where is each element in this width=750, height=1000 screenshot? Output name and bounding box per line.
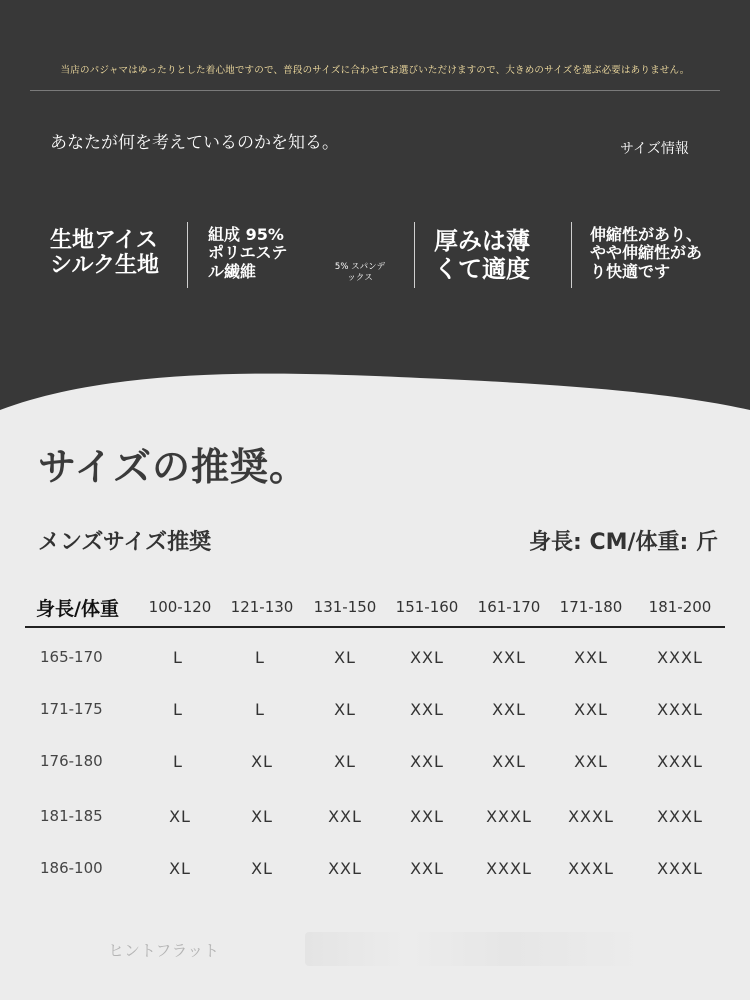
size-cell: L bbox=[173, 648, 183, 667]
size-cell: XXL bbox=[410, 752, 444, 771]
units-label: 身長: CM/体重: 斤 bbox=[529, 530, 718, 555]
size-info-label: サイズ情報 bbox=[620, 141, 689, 157]
size-cell: XXL bbox=[574, 700, 608, 719]
row-height-label: 176-180 bbox=[40, 752, 103, 770]
row-height-label: 165-170 bbox=[40, 648, 103, 666]
size-cell: XXL bbox=[492, 648, 526, 667]
size-cell: XXXL bbox=[486, 807, 532, 826]
divider-line bbox=[30, 90, 720, 91]
feature-fabric-text: 生地アイス シルク生地 bbox=[50, 228, 160, 279]
feature-composition bbox=[208, 226, 313, 281]
footer-hint-label: ヒントフラット bbox=[108, 941, 220, 960]
feature-spandex bbox=[325, 262, 395, 283]
row-height-label: 186-100 bbox=[40, 859, 103, 877]
weight-header: 171-180 bbox=[559, 598, 623, 616]
section-title: サイズの推奨。 bbox=[38, 445, 308, 489]
feature-stretch-text: 伸縮性があり、 やや伸縮性があ り快適です bbox=[590, 225, 703, 281]
row-height-label: 181-185 bbox=[40, 807, 103, 825]
size-cell: XXL bbox=[574, 648, 608, 667]
sizing-notice: 当店のパジャマはゆったりとした着心地ですので、普段のサイズに合わせてお選びいただけますので、大きめのサイズを選ぶ必要はありません。 bbox=[60, 65, 690, 76]
tagline: あなたが何を考えているのかを知る。 bbox=[50, 133, 339, 153]
size-cell: XXL bbox=[410, 648, 444, 667]
size-cell: XL bbox=[251, 807, 273, 826]
size-cell: XXL bbox=[328, 807, 362, 826]
weight-header: 181-200 bbox=[648, 598, 712, 616]
size-cell: XXXL bbox=[568, 807, 614, 826]
size-cell: XXXL bbox=[657, 752, 703, 771]
feature-spandex-text: 5% スパンデ ックス bbox=[334, 262, 386, 283]
feature-thickness bbox=[434, 228, 554, 283]
row-height-label: 171-175 bbox=[40, 700, 103, 718]
feature-fabric bbox=[50, 228, 185, 279]
feature-divider bbox=[187, 222, 188, 288]
size-cell: L bbox=[255, 648, 265, 667]
size-cell: XXXL bbox=[657, 648, 703, 667]
size-cell: XXL bbox=[492, 700, 526, 719]
size-cell: XXXL bbox=[657, 700, 703, 719]
size-cell: XXXL bbox=[486, 859, 532, 878]
size-cell: XL bbox=[334, 752, 356, 771]
size-cell: L bbox=[173, 752, 183, 771]
size-cell: XL bbox=[251, 752, 273, 771]
size-cell: XXXL bbox=[657, 807, 703, 826]
size-cell: L bbox=[173, 700, 183, 719]
size-cell: L bbox=[255, 700, 265, 719]
weight-header: 151-160 bbox=[395, 598, 459, 616]
feature-stretch bbox=[590, 226, 725, 281]
size-cell: XXL bbox=[492, 752, 526, 771]
size-cell: XL bbox=[334, 700, 356, 719]
feature-divider bbox=[414, 222, 415, 288]
table-header-rule bbox=[25, 626, 725, 628]
weight-header: 131-150 bbox=[313, 598, 377, 616]
feature-thickness-text: 厚みは薄 くて適度 bbox=[434, 227, 530, 283]
size-cell: XXL bbox=[410, 859, 444, 878]
size-cell: XL bbox=[169, 859, 191, 878]
weight-header: 100-120 bbox=[148, 598, 212, 616]
size-cell: XXL bbox=[328, 859, 362, 878]
feature-divider bbox=[571, 222, 572, 288]
weight-header: 161-170 bbox=[477, 598, 541, 616]
size-cell: XXL bbox=[410, 807, 444, 826]
table-corner-header: 身長/体重 bbox=[36, 598, 119, 620]
mens-size-label: メンズサイズ推奨 bbox=[38, 530, 212, 555]
size-cell: XXL bbox=[410, 700, 444, 719]
size-cell: XL bbox=[251, 859, 273, 878]
feature-composition-text: 組成 95% ポリエステ ル繊維 bbox=[208, 225, 288, 281]
size-cell: XXXL bbox=[568, 859, 614, 878]
footer-faded-strip bbox=[305, 932, 645, 966]
size-cell: XL bbox=[334, 648, 356, 667]
size-cell: XXXL bbox=[657, 859, 703, 878]
size-cell: XXL bbox=[574, 752, 608, 771]
size-cell: XL bbox=[169, 807, 191, 826]
weight-header: 121-130 bbox=[230, 598, 294, 616]
